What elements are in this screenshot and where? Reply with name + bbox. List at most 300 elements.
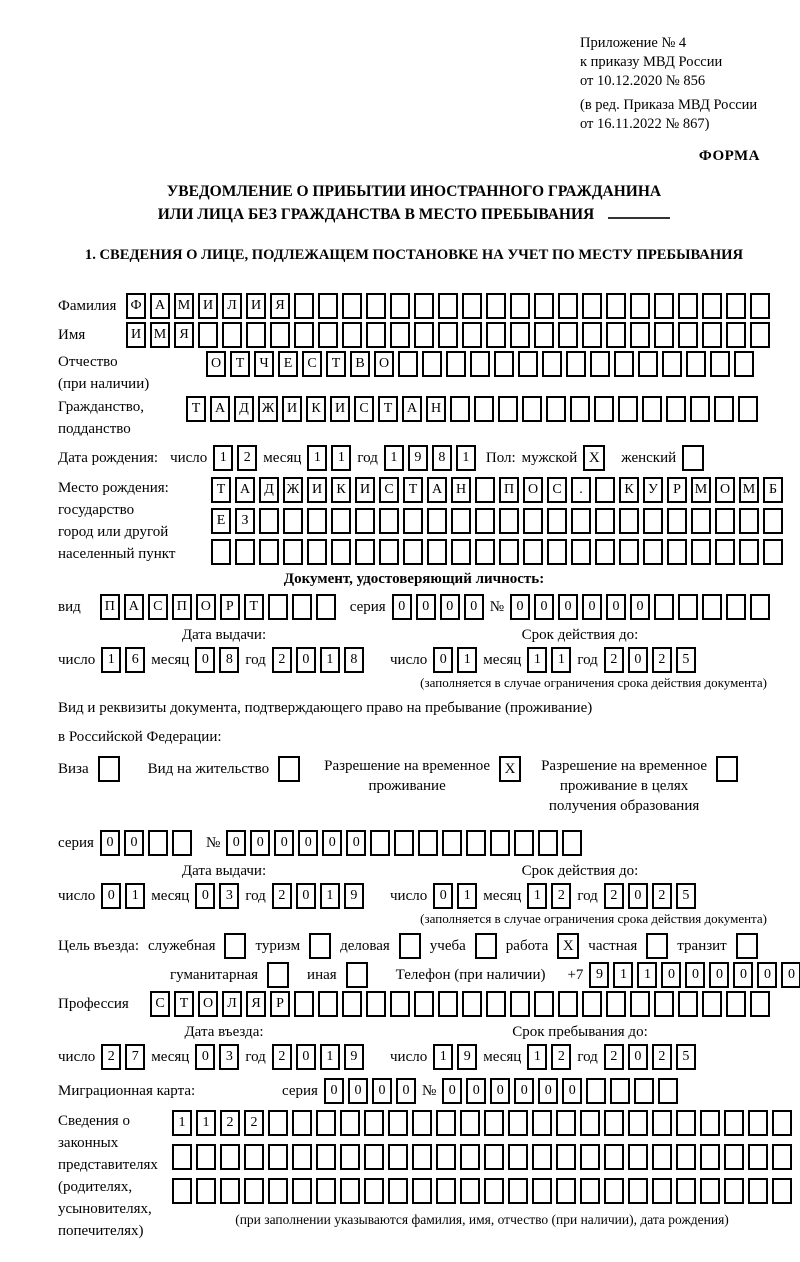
char-box[interactable] (750, 293, 770, 319)
char-box[interactable] (259, 508, 279, 534)
char-box[interactable] (388, 1110, 408, 1136)
char-box[interactable] (294, 293, 314, 319)
char-box[interactable] (686, 351, 706, 377)
char-box[interactable] (654, 322, 674, 348)
char-box[interactable]: И (330, 396, 350, 422)
char-box[interactable] (316, 1110, 336, 1136)
char-box[interactable]: И (126, 322, 146, 348)
char-box[interactable] (580, 1110, 600, 1136)
char-box[interactable] (331, 539, 351, 565)
char-box[interactable] (342, 322, 362, 348)
char-box[interactable] (715, 508, 735, 534)
char-box[interactable]: 1 (331, 445, 351, 471)
rvp-edu-checkbox[interactable] (716, 756, 738, 782)
char-box[interactable]: 3 (219, 1044, 239, 1070)
char-box[interactable] (562, 830, 582, 856)
char-box[interactable]: 0 (440, 594, 460, 620)
char-box[interactable] (556, 1144, 576, 1170)
char-box[interactable]: 9 (344, 1044, 364, 1070)
char-box[interactable]: К (331, 477, 351, 503)
char-box[interactable]: Т (186, 396, 206, 422)
char-box[interactable]: 0 (709, 962, 729, 988)
char-box[interactable] (366, 991, 386, 1017)
char-box[interactable] (364, 1110, 384, 1136)
char-box[interactable] (340, 1178, 360, 1204)
char-box[interactable]: 1 (457, 883, 477, 909)
char-box[interactable] (466, 830, 486, 856)
char-box[interactable] (196, 1178, 216, 1204)
char-box[interactable]: 1 (213, 445, 233, 471)
char-box[interactable]: 0 (562, 1078, 582, 1104)
char-box[interactable] (340, 1144, 360, 1170)
char-box[interactable]: 0 (296, 647, 316, 673)
migration-number-input[interactable] (442, 1078, 678, 1104)
char-box[interactable]: 1 (196, 1110, 216, 1136)
char-box[interactable] (724, 1110, 744, 1136)
char-box[interactable] (403, 539, 423, 565)
char-box[interactable] (198, 322, 218, 348)
char-box[interactable] (390, 991, 410, 1017)
char-box[interactable]: 2 (101, 1044, 121, 1070)
char-box[interactable] (244, 1178, 264, 1204)
char-box[interactable]: 1 (613, 962, 633, 988)
char-box[interactable] (460, 1110, 480, 1136)
char-box[interactable]: 0 (464, 594, 484, 620)
char-box[interactable] (628, 1178, 648, 1204)
char-box[interactable]: С (302, 351, 322, 377)
char-box[interactable] (604, 1178, 624, 1204)
char-box[interactable]: А (124, 594, 144, 620)
char-box[interactable]: 2 (244, 1110, 264, 1136)
purpose-private-checkbox[interactable] (646, 933, 668, 959)
char-box[interactable] (340, 1110, 360, 1136)
char-box[interactable]: С (150, 991, 170, 1017)
residence-series-input[interactable] (100, 830, 192, 856)
char-box[interactable]: 0 (534, 594, 554, 620)
char-box[interactable]: 0 (100, 830, 120, 856)
char-box[interactable]: 7 (125, 1044, 145, 1070)
char-box[interactable] (534, 293, 554, 319)
char-box[interactable] (508, 1110, 528, 1136)
char-box[interactable] (470, 351, 490, 377)
char-box[interactable]: Д (259, 477, 279, 503)
char-box[interactable] (726, 293, 746, 319)
char-box[interactable] (724, 1178, 744, 1204)
char-box[interactable] (618, 396, 638, 422)
char-box[interactable]: С (547, 477, 567, 503)
char-box[interactable]: 0 (396, 1078, 416, 1104)
char-box[interactable] (370, 830, 390, 856)
char-box[interactable] (570, 396, 590, 422)
char-box[interactable]: 1 (527, 883, 547, 909)
char-box[interactable] (571, 539, 591, 565)
char-box[interactable] (582, 322, 602, 348)
residence-number-input[interactable] (226, 830, 582, 856)
char-box[interactable] (388, 1178, 408, 1204)
char-box[interactable]: 0 (490, 1078, 510, 1104)
char-box[interactable] (582, 991, 602, 1017)
char-box[interactable] (734, 351, 754, 377)
char-box[interactable] (714, 396, 734, 422)
char-box[interactable] (691, 508, 711, 534)
phone-input[interactable] (589, 962, 800, 988)
char-box[interactable] (748, 1110, 768, 1136)
patronymic-input[interactable] (206, 351, 754, 377)
char-box[interactable] (534, 991, 554, 1017)
purpose-humanitarian-checkbox[interactable] (267, 962, 289, 988)
char-box[interactable] (739, 508, 759, 534)
residence-valid-year-input[interactable] (604, 883, 696, 909)
birth-day-input[interactable] (213, 445, 257, 471)
char-box[interactable] (678, 322, 698, 348)
char-box[interactable]: 9 (344, 883, 364, 909)
char-box[interactable] (366, 322, 386, 348)
identity-kind-input[interactable] (100, 594, 336, 620)
char-box[interactable]: П (172, 594, 192, 620)
char-box[interactable]: 3 (219, 883, 239, 909)
char-box[interactable] (606, 991, 626, 1017)
stay-day-input[interactable] (433, 1044, 477, 1070)
char-box[interactable] (196, 1144, 216, 1170)
char-box[interactable]: 2 (551, 1044, 571, 1070)
char-box[interactable] (355, 508, 375, 534)
char-box[interactable]: 0 (274, 830, 294, 856)
char-box[interactable] (532, 1178, 552, 1204)
char-box[interactable] (268, 1110, 288, 1136)
purpose-transit-checkbox[interactable] (736, 933, 758, 959)
char-box[interactable] (630, 322, 650, 348)
birth-month-input[interactable] (307, 445, 351, 471)
char-box[interactable]: 1 (527, 1044, 547, 1070)
char-box[interactable] (508, 1178, 528, 1204)
surname-input[interactable] (126, 293, 770, 319)
sex-female-checkbox[interactable] (682, 445, 704, 471)
char-box[interactable]: И (282, 396, 302, 422)
char-box[interactable]: 2 (237, 445, 257, 471)
char-box[interactable] (211, 539, 231, 565)
char-box[interactable]: 1 (307, 445, 327, 471)
char-box[interactable] (558, 991, 578, 1017)
char-box[interactable]: Т (211, 477, 231, 503)
char-box[interactable] (460, 1144, 480, 1170)
char-box[interactable]: А (427, 477, 447, 503)
char-box[interactable] (523, 508, 543, 534)
char-box[interactable] (726, 991, 746, 1017)
char-box[interactable]: 0 (661, 962, 681, 988)
char-box[interactable]: Ч (254, 351, 274, 377)
entry-month-input[interactable] (195, 1044, 239, 1070)
char-box[interactable] (484, 1178, 504, 1204)
char-box[interactable] (750, 991, 770, 1017)
char-box[interactable]: Я (246, 991, 266, 1017)
char-box[interactable]: 1 (101, 647, 121, 673)
char-box[interactable]: А (210, 396, 230, 422)
char-box[interactable]: 0 (433, 883, 453, 909)
char-box[interactable]: М (739, 477, 759, 503)
char-box[interactable] (604, 1110, 624, 1136)
char-box[interactable] (460, 1178, 480, 1204)
char-box[interactable]: Д (234, 396, 254, 422)
char-box[interactable] (475, 539, 495, 565)
char-box[interactable]: 8 (344, 647, 364, 673)
char-box[interactable] (566, 351, 586, 377)
char-box[interactable]: И (246, 293, 266, 319)
char-box[interactable]: 0 (101, 883, 121, 909)
char-box[interactable]: М (150, 322, 170, 348)
char-box[interactable]: 0 (628, 883, 648, 909)
char-box[interactable] (398, 351, 418, 377)
char-box[interactable]: 0 (195, 1044, 215, 1070)
char-box[interactable]: Т (174, 991, 194, 1017)
char-box[interactable]: С (379, 477, 399, 503)
char-box[interactable] (580, 1144, 600, 1170)
char-box[interactable]: П (100, 594, 120, 620)
char-box[interactable] (235, 539, 255, 565)
char-box[interactable] (652, 1144, 672, 1170)
char-box[interactable]: 0 (392, 594, 412, 620)
char-box[interactable] (292, 594, 312, 620)
char-box[interactable] (490, 830, 510, 856)
char-box[interactable]: Р (270, 991, 290, 1017)
char-box[interactable] (316, 1144, 336, 1170)
char-box[interactable]: 1 (456, 445, 476, 471)
char-box[interactable]: П (499, 477, 519, 503)
char-box[interactable]: 0 (298, 830, 318, 856)
char-box[interactable] (700, 1178, 720, 1204)
char-box[interactable]: Л (222, 293, 242, 319)
char-box[interactable] (654, 594, 674, 620)
char-box[interactable] (726, 322, 746, 348)
char-box[interactable]: 0 (510, 594, 530, 620)
char-box[interactable]: 0 (685, 962, 705, 988)
char-box[interactable] (292, 1178, 312, 1204)
identity-valid-year-input[interactable] (604, 647, 696, 673)
char-box[interactable]: Ж (283, 477, 303, 503)
char-box[interactable]: И (198, 293, 218, 319)
char-box[interactable] (172, 1178, 192, 1204)
char-box[interactable] (750, 594, 770, 620)
char-box[interactable]: О (206, 351, 226, 377)
vnzh-checkbox[interactable] (278, 756, 300, 782)
char-box[interactable] (316, 594, 336, 620)
char-box[interactable] (654, 991, 674, 1017)
char-box[interactable] (628, 1144, 648, 1170)
char-box[interactable] (700, 1144, 720, 1170)
char-box[interactable]: З (235, 508, 255, 534)
char-box[interactable]: 2 (604, 647, 624, 673)
char-box[interactable] (700, 1110, 720, 1136)
char-box[interactable] (610, 1078, 630, 1104)
entry-year-input[interactable] (272, 1044, 364, 1070)
char-box[interactable] (364, 1144, 384, 1170)
char-box[interactable]: 0 (124, 830, 144, 856)
char-box[interactable]: 1 (637, 962, 657, 988)
char-box[interactable] (220, 1144, 240, 1170)
char-box[interactable]: 1 (320, 1044, 340, 1070)
char-box[interactable] (414, 991, 434, 1017)
char-box[interactable] (172, 1144, 192, 1170)
char-box[interactable] (436, 1144, 456, 1170)
char-box[interactable] (148, 830, 168, 856)
char-box[interactable]: 1 (172, 1110, 192, 1136)
stay-year-input[interactable] (604, 1044, 696, 1070)
char-box[interactable] (595, 508, 615, 534)
char-box[interactable] (462, 322, 482, 348)
char-box[interactable] (450, 396, 470, 422)
char-box[interactable]: 0 (416, 594, 436, 620)
char-box[interactable] (643, 508, 663, 534)
char-box[interactable] (538, 830, 558, 856)
char-box[interactable]: 0 (433, 647, 453, 673)
char-box[interactable] (462, 293, 482, 319)
char-box[interactable]: 2 (272, 647, 292, 673)
purpose-business-checkbox[interactable] (399, 933, 421, 959)
char-box[interactable] (619, 508, 639, 534)
migration-series-input[interactable] (324, 1078, 416, 1104)
char-box[interactable]: 0 (250, 830, 270, 856)
char-box[interactable] (546, 396, 566, 422)
char-box[interactable] (534, 322, 554, 348)
char-box[interactable] (772, 1178, 792, 1204)
char-box[interactable]: А (402, 396, 422, 422)
char-box[interactable] (580, 1178, 600, 1204)
char-box[interactable]: 2 (604, 883, 624, 909)
purpose-study-checkbox[interactable] (475, 933, 497, 959)
char-box[interactable] (586, 1078, 606, 1104)
char-box[interactable] (638, 351, 658, 377)
char-box[interactable]: 0 (195, 647, 215, 673)
char-box[interactable] (244, 1144, 264, 1170)
name-input[interactable] (126, 322, 770, 348)
char-box[interactable] (318, 293, 338, 319)
char-box[interactable]: 0 (538, 1078, 558, 1104)
char-box[interactable] (595, 539, 615, 565)
char-box[interactable] (604, 1144, 624, 1170)
char-box[interactable] (475, 477, 495, 503)
char-box[interactable]: . (571, 477, 591, 503)
char-box[interactable]: 0 (296, 883, 316, 909)
char-box[interactable]: М (174, 293, 194, 319)
char-box[interactable] (691, 539, 711, 565)
char-box[interactable] (678, 293, 698, 319)
char-box[interactable]: М (691, 477, 711, 503)
char-box[interactable] (547, 508, 567, 534)
char-box[interactable] (342, 991, 362, 1017)
char-box[interactable]: 0 (733, 962, 753, 988)
sex-male-checkbox[interactable]: X (583, 445, 605, 471)
identity-issue-day-input[interactable] (101, 647, 145, 673)
char-box[interactable] (307, 539, 327, 565)
char-box[interactable] (484, 1110, 504, 1136)
char-box[interactable]: Ф (126, 293, 146, 319)
char-box[interactable]: Р (667, 477, 687, 503)
char-box[interactable]: 1 (125, 883, 145, 909)
char-box[interactable] (462, 991, 482, 1017)
char-box[interactable] (654, 293, 674, 319)
representatives-input-row1[interactable] (172, 1110, 792, 1136)
purpose-work-checkbox[interactable]: X (557, 933, 579, 959)
char-box[interactable] (414, 293, 434, 319)
char-box[interactable] (726, 594, 746, 620)
char-box[interactable] (442, 830, 462, 856)
char-box[interactable] (642, 396, 662, 422)
identity-series-input[interactable] (392, 594, 484, 620)
char-box[interactable] (451, 539, 471, 565)
char-box[interactable]: 6 (125, 647, 145, 673)
char-box[interactable]: Т (244, 594, 264, 620)
identity-valid-day-input[interactable] (433, 647, 477, 673)
char-box[interactable]: 1 (320, 883, 340, 909)
char-box[interactable]: О (198, 991, 218, 1017)
char-box[interactable]: В (350, 351, 370, 377)
char-box[interactable]: 0 (322, 830, 342, 856)
char-box[interactable] (427, 508, 447, 534)
char-box[interactable] (662, 351, 682, 377)
char-box[interactable] (222, 322, 242, 348)
char-box[interactable] (678, 594, 698, 620)
char-box[interactable] (486, 991, 506, 1017)
char-box[interactable] (630, 293, 650, 319)
char-box[interactable]: Т (403, 477, 423, 503)
char-box[interactable]: Я (270, 293, 290, 319)
birth-place-input-row1[interactable] (211, 477, 783, 503)
char-box[interactable] (678, 991, 698, 1017)
char-box[interactable]: О (715, 477, 735, 503)
char-box[interactable] (763, 539, 783, 565)
char-box[interactable] (436, 1110, 456, 1136)
char-box[interactable] (628, 1110, 648, 1136)
char-box[interactable] (571, 508, 591, 534)
char-box[interactable] (438, 293, 458, 319)
rvp-checkbox[interactable]: X (499, 756, 521, 782)
char-box[interactable]: А (150, 293, 170, 319)
char-box[interactable]: 0 (348, 1078, 368, 1104)
char-box[interactable]: Т (326, 351, 346, 377)
char-box[interactable] (514, 830, 534, 856)
char-box[interactable] (510, 322, 530, 348)
char-box[interactable] (667, 539, 687, 565)
char-box[interactable] (772, 1110, 792, 1136)
char-box[interactable] (388, 1144, 408, 1170)
char-box[interactable] (590, 351, 610, 377)
char-box[interactable]: Н (451, 477, 471, 503)
char-box[interactable] (364, 1178, 384, 1204)
char-box[interactable] (414, 322, 434, 348)
char-box[interactable]: 0 (195, 883, 215, 909)
char-box[interactable] (436, 1178, 456, 1204)
char-box[interactable]: О (374, 351, 394, 377)
char-box[interactable]: 5 (676, 883, 696, 909)
char-box[interactable] (763, 508, 783, 534)
char-box[interactable]: 0 (466, 1078, 486, 1104)
char-box[interactable] (412, 1110, 432, 1136)
char-box[interactable]: С (148, 594, 168, 620)
char-box[interactable] (498, 396, 518, 422)
char-box[interactable]: 2 (272, 1044, 292, 1070)
char-box[interactable] (494, 351, 514, 377)
char-box[interactable] (634, 1078, 654, 1104)
char-box[interactable]: 0 (558, 594, 578, 620)
char-box[interactable]: 9 (457, 1044, 477, 1070)
residence-issue-day-input[interactable] (101, 883, 145, 909)
char-box[interactable] (283, 539, 303, 565)
char-box[interactable]: 0 (628, 1044, 648, 1070)
char-box[interactable] (486, 293, 506, 319)
char-box[interactable]: К (619, 477, 639, 503)
char-box[interactable] (556, 1178, 576, 1204)
char-box[interactable] (379, 508, 399, 534)
char-box[interactable] (318, 991, 338, 1017)
